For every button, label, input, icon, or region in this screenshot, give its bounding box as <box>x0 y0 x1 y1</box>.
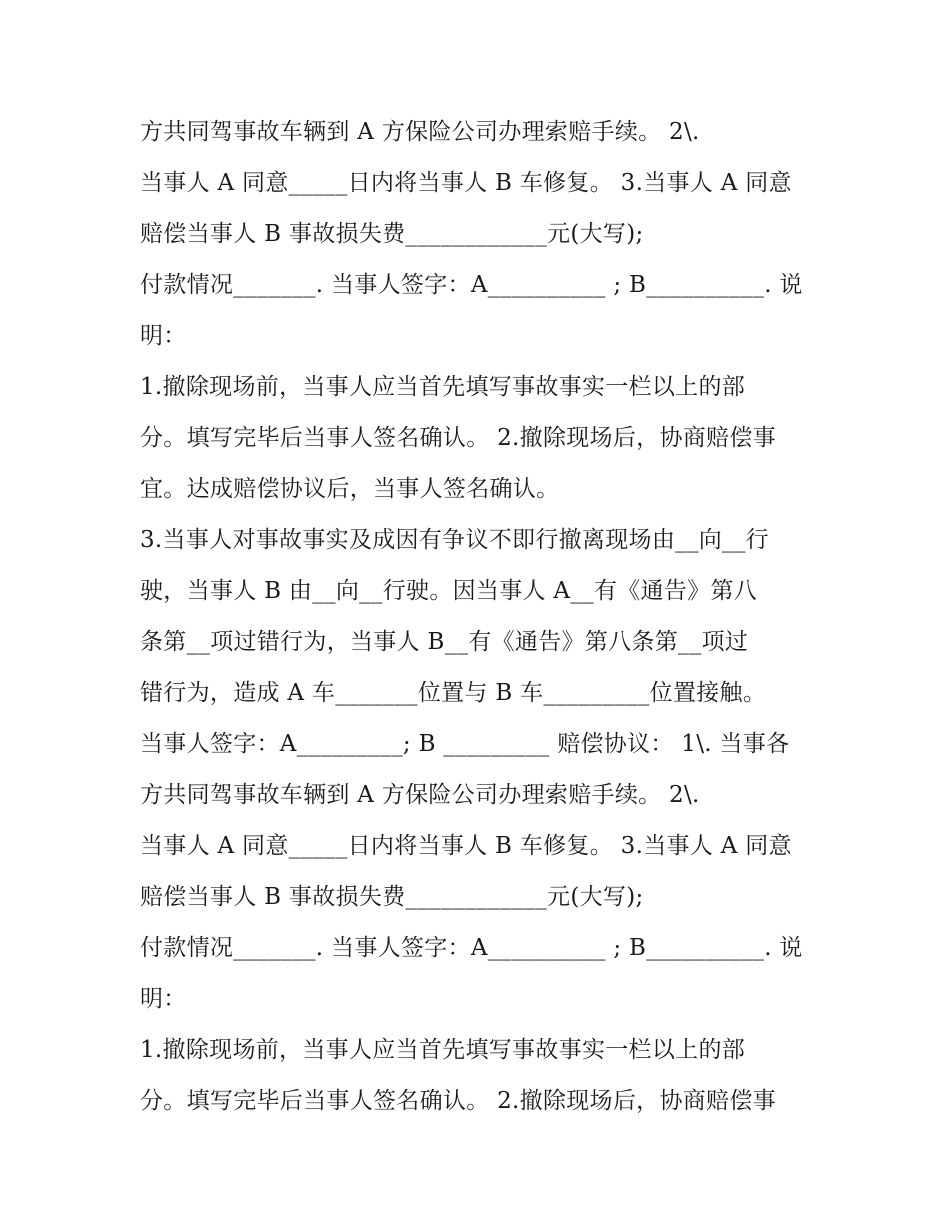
text-line: 驶，当事人 B 由__向__行驶。因当事人 A__有《通告》第八 <box>140 578 758 604</box>
text-line: 当事人 A 同意_____日内将当事人 B 车修复。 3.当事人 A 同意 <box>140 833 792 859</box>
text-line: 赔偿当事人 B 事故损失费____________元(大写); <box>140 884 644 910</box>
text-line: 明： <box>140 323 187 349</box>
text-line: 宜。达成赔偿协议后，当事人签名确认。 <box>140 476 560 502</box>
text-line: 分。填写完毕后当事人签名确认。 2.撤除现场后，协商赔偿事 <box>140 425 776 451</box>
text-line: 1.撤除现场前，当事人应当首先填写事故事实一栏以上的部 <box>140 374 746 400</box>
text-line: 1.撤除现场前，当事人应当首先填写事故事实一栏以上的部 <box>140 1037 746 1063</box>
text-line: 付款情况_______. 当事人签字：A__________ ; B__________. 说 <box>140 935 803 961</box>
text-line: 条第__项过错行为，当事人 B__有《通告》第八条第__项过 <box>140 629 749 655</box>
text-line: 赔偿当事人 B 事故损失费____________元(大写); <box>140 221 644 247</box>
text-line: 方共同驾事故车辆到 A 方保险公司办理索赔手续。 2\. <box>140 119 700 145</box>
text-line: 明： <box>140 986 187 1012</box>
text-line: 当事人签字：A_________; B _________ 赔偿协议： 1\. 当事各 <box>140 731 790 757</box>
text-line: 3.当事人对事故事实及成因有争议不即行撤离现场由__向__行 <box>140 527 769 553</box>
document-body <box>140 107 840 1127</box>
text-line: 方共同驾事故车辆到 A 方保险公司办理索赔手续。 2\. <box>140 782 700 808</box>
text-line: 分。填写完毕后当事人签名确认。 2.撤除现场后，协商赔偿事 <box>140 1088 776 1114</box>
text-line: 错行为，造成 A 车_______位置与 B 车_________位置接触。 <box>140 680 767 706</box>
text-line: 付款情况_______. 当事人签字：A__________ ; B__________. 说 <box>140 272 803 298</box>
text-line: 当事人 A 同意_____日内将当事人 B 车修复。 3.当事人 A 同意 <box>140 170 792 196</box>
